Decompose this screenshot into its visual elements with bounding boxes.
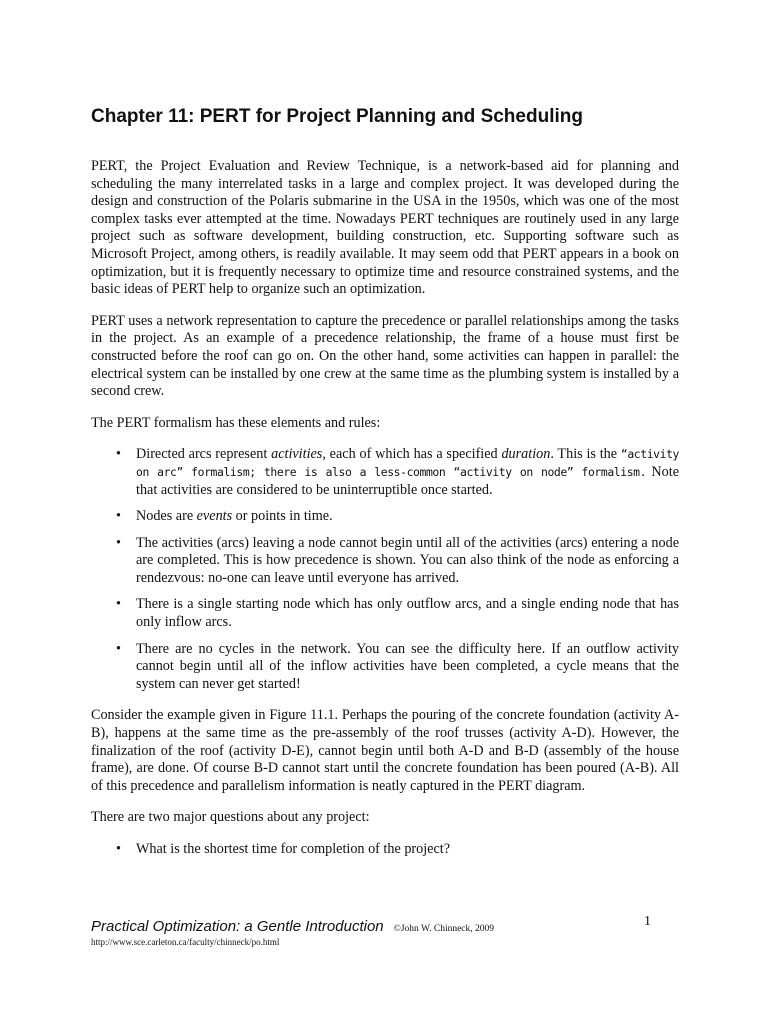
bullet-icon: •: [116, 640, 121, 657]
chapter-title: Chapter 11: PERT for Project Planning and Scheduling: [91, 106, 583, 127]
rules-list: [91, 446, 679, 693]
list-item: • There are no cycles in the network. You can see the difficulty here. If an outflow activity cannot begin until all of the inflow activities have been completed, a cycle means that the system can never get started!: [116, 640, 679, 692]
bullet-icon: •: [116, 841, 121, 857]
formalism-note: “activity on arc” formalism; there is also a less-common “activity on node” formalism.: [136, 447, 680, 479]
document-body: [91, 158, 679, 873]
list-item: • Nodes are events or points in time.: [116, 508, 333, 525]
bullet-icon: •: [116, 446, 121, 463]
example-paragraph: Consider the example given in Figure 11.1. Perhaps the pouring of the concrete foundation (activity A-B), happens at the same time as the pre-assembly of the roof trusses (activity A-D). However, the finalization of the roof (activity D-E), cannot begin until both A-D and B-D (assembly of the house frame), are done. Of course B-D cannot start until the concrete foundation has been poured (A-B). All of this precedence and parallelism information is neatly captured in the PERT diagram.: [91, 707, 679, 794]
intro-paragraph: PERT, the Project Evaluation and Review Technique, is a network-based aid for planning and scheduling the many interrelated tasks in a large and complex project. It was developed during the design and construction of the Polaris submarine in the USA in the 1950s, which was one of the most complex tasks ever attempted at the time. Nowadays PERT techniques are routinely used in any large project such as software development, building construction, etc. Supporting software such as Microsoft Project, among others, is readily available. It may seem odd that PERT appears in a book on optimization, but it is frequently necessary to optimize time and resource constrained systems, and the basic ideas of PERT help to organize such an optimization.: [91, 158, 679, 298]
bullet-icon: •: [116, 508, 121, 525]
questions-list: [91, 841, 679, 859]
list-item: • Directed arcs represent activities, each of which has a specified duration. This is the “activity on arc” formalism; there is also a less-common “activity on node” formalism. Note that activities are considered to be uninterruptible once started.: [116, 446, 680, 498]
copyright-notice: ©John W. Chinneck, 2009: [393, 924, 495, 934]
footer-url: http://www.sce.carleton.ca/faculty/chinneck/po.html: [91, 937, 280, 947]
page-number: 1: [644, 914, 651, 929]
book-title: Practical Optimization: a Gentle Introduction: [91, 918, 384, 935]
network-paragraph: PERT uses a network representation to capture the precedence or parallel relationships among the tasks in the project. As an example of a precedence relationship, the frame of a house must first be constructed before the roof can go on. On the other hand, some activities can happen in parallel: the electrical system can be installed by one crew at the same time as the plumbing system is installed by a second crew.: [91, 312, 679, 400]
rules-intro-paragraph: The PERT formalism has these elements and rules:: [91, 414, 381, 431]
page-footer: [91, 914, 679, 947]
bullet-icon: •: [116, 534, 121, 551]
bullet-icon: •: [116, 596, 121, 613]
list-item: • What is the shortest time for completion of the project?: [116, 841, 451, 857]
list-item: • There is a single starting node which has only outflow arcs, and a single ending node that has only inflow arcs.: [116, 596, 679, 631]
list-item: • The activities (arcs) leaving a node cannot begin until all of the activities (arcs) entering a node are completed. This is how precedence is shown. You can also think of the node as enforcing a rendezvous: no-one can leave until everyone has arrived.: [116, 534, 679, 586]
questions-intro-paragraph: There are two major questions about any project:: [91, 809, 370, 826]
